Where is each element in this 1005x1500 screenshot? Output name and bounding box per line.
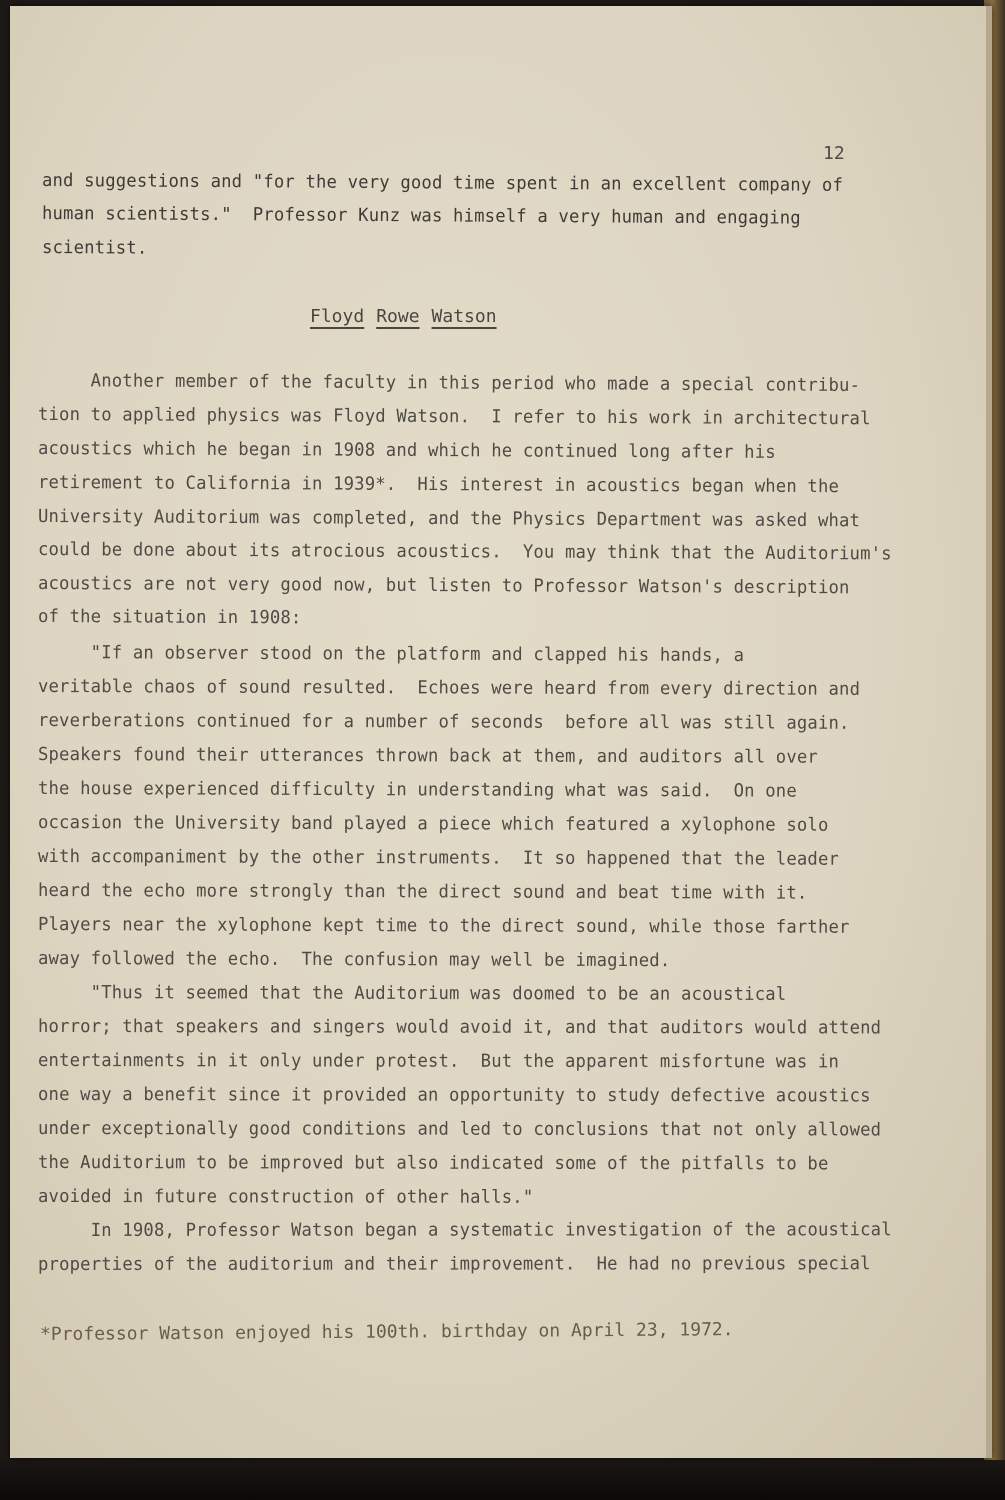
text-line: horror; that speakers and singers would avoid it, and that auditors would attend — [37, 1016, 882, 1039]
heading-first-name: Floyd — [310, 306, 365, 327]
text-line: Speakers found their utterances thrown back at them, and auditors all over — [37, 744, 819, 768]
section-heading — [310, 306, 497, 327]
text-line: one way a benefit since it provided an opportunity to study defective acoustics — [37, 1084, 871, 1107]
page-number: 12 — [823, 143, 845, 164]
footnote: *Professor Watson enjoyed his 100th. birthday on April 23, 1972. — [39, 1319, 734, 1345]
text-line: could be done about its atrocious acoustics. You may think that the Auditorium's — [37, 539, 892, 565]
text-line: the house experienced difficulty in understanding what was said. On one — [37, 778, 797, 802]
text-line: retirement to California in 1939*. His interest in acoustics began when the — [37, 472, 840, 498]
text-line: veritable chaos of sound resulted. Echoes were heard from every direction and — [37, 676, 861, 700]
text-line: properties of the auditorium and their improvement. He had no previous special — [37, 1253, 871, 1275]
text-line: University Auditorium was completed, and the Physics Department was asked what — [37, 506, 861, 532]
text-line: Players near the xylophone kept time to the direct sound, while those farther — [37, 914, 850, 938]
heading-middle-name: Rowe — [376, 306, 420, 327]
text-line: avoided in future construction of other halls." — [37, 1186, 534, 1208]
text-line: with accompaniment by the other instruments. It so happened that the leader — [37, 846, 840, 870]
text-line: human scientists." Professor Kunz was himself a very human and engaging — [41, 203, 801, 229]
text-line: of the situation in 1908: — [37, 606, 302, 629]
text-line: heard the echo more strongly than the direct sound and beat time with it. — [37, 880, 808, 904]
text-line: "If an observer stood on the platform and clapped his hands, a — [37, 642, 745, 667]
text-line: reverberations continued for a number of seconds before all was still again. — [37, 710, 850, 734]
text-line: away followed the echo. The confusion may well be imagined. — [37, 948, 671, 972]
text-line: entertainments in it only under protest. But the apparent misfortune was in — [37, 1050, 840, 1073]
text-line: tion to applied physics was Floyd Watson. I refer to his work in architectural — [37, 404, 871, 430]
text-line: acoustics are not very good now, but listen to Professor Watson's description — [37, 573, 850, 599]
text-line: Another member of the faculty in this period who made a special contribu- — [37, 370, 861, 397]
heading-last-name: Watson — [431, 306, 497, 327]
text-line: the Auditorium to be improved but also indicated some of the pitfalls to be — [37, 1152, 829, 1175]
text-line: occasion the University band played a piece which featured a xylophone solo — [37, 812, 829, 836]
document-page — [10, 6, 992, 1458]
text-line: and suggestions and "for the very good time spent in an excellent company of — [41, 170, 844, 196]
text-line: acoustics which he began in 1908 and which he continued long after his — [37, 438, 776, 463]
text-line: In 1908, Professor Watson began a systematic investigation of the acoustical — [37, 1219, 892, 1241]
text-line: "Thus it seemed that the Auditorium was doomed to be an acoustical — [37, 982, 787, 1005]
text-line: under exceptionally good conditions and led to conclusions that not only allowed — [37, 1118, 882, 1141]
text-line: scientist. — [41, 237, 148, 259]
